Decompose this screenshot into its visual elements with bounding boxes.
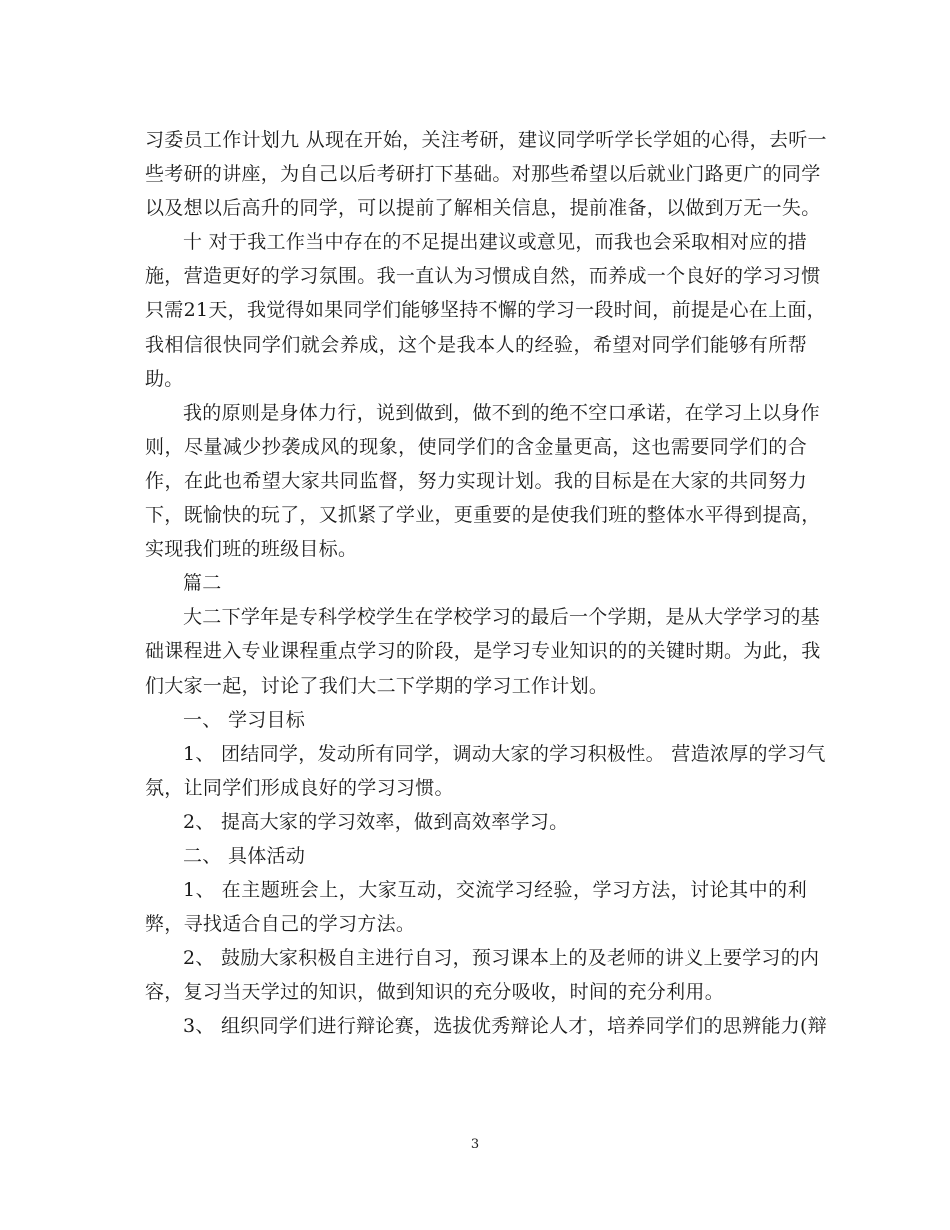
- text-line: 作，在此也希望大家共同监督，努力实现计划。我的目标是在大家的共同努力: [145, 469, 807, 492]
- text-line: 础课程进入专业课程重点学习的阶段，是学习专业知识的的关键时期。为此，我: [145, 640, 821, 663]
- text-line: 助。: [145, 367, 184, 390]
- text-line: 1、 在主题班会上，大家互动，交流学习经验，学习方法，讨论其中的利: [183, 879, 807, 902]
- text-line: 弊，寻找适合自己的学习方法。: [145, 913, 416, 936]
- text-line: 些考研的讲座，为自己以后考研打下基础。对那些希望以后就业门路更广的同学: [145, 163, 821, 186]
- text-line: 十 对于我工作当中存在的不足提出建议或意见，而我也会采取相对应的措: [183, 231, 807, 254]
- text-line: 3、 组织同学们进行辩论赛，选拔优秀辩论人才，培养同学们的思辨能力(辩: [183, 1015, 828, 1038]
- text-line: 施，营造更好的学习氛围。我一直认为习惯成自然，而养成一个良好的学习习惯: [145, 265, 821, 288]
- text-line: 习委员工作计划九 从现在开始，关注考研，建议同学听学长学姐的心得，去听一: [145, 129, 827, 151]
- text-line: 容，复习当天学过的知识，做到知识的充分吸收，时间的充分利用。: [145, 981, 725, 1004]
- document-body: [145, 123, 828, 1044]
- text-line: 只需21天，我觉得如果同学们能够坚持不懈的学习一段时间，前提是心在上面，: [145, 299, 826, 322]
- text-line: 们大家一起，讨论了我们大二下学期的学习工作计划。: [145, 674, 609, 697]
- text-line: 氛，让同学们形成良好的学习习惯。: [145, 776, 454, 799]
- section-heading: 二、 具体活动: [183, 844, 306, 867]
- page-number: 3: [470, 1137, 480, 1152]
- text-line: 实现我们班的班级目标。: [145, 538, 358, 561]
- text-line: 大二下学年是专科学校学生在学校学习的最后一个学期，是从大学学习的基: [183, 606, 820, 629]
- text-line: 我相信很快同学们就会养成，这个是我本人的经验，希望对同学们能够有所帮: [145, 333, 807, 356]
- text-line: 我的原则是身体力行，说到做到，做不到的绝不空口承诺，在学习上以身作: [183, 401, 820, 424]
- text-line: 下，既愉快的玩了，又抓紧了学业，更重要的是使我们班的整体水平得到提高，: [145, 504, 821, 527]
- section-heading: 篇二: [183, 572, 222, 595]
- text-line: 以及想以后高升的同学，可以提前了解相关信息，提前准备，以做到万无一失。: [145, 197, 821, 220]
- text-line: 则，尽量减少抄袭成风的现象，使同学们的含金量更高，这也需要同学们的合: [145, 435, 807, 458]
- section-heading: 一、 学习目标: [183, 708, 306, 731]
- text-line: 2、 鼓励大家积极自主进行自习，预习课本上的及老师的讲义上要学习的内: [183, 947, 820, 970]
- text-line: 2、 提高大家的学习效率，做到高效率学习。: [183, 810, 569, 833]
- text-line: 1、 团结同学，发动所有同学，调动大家的学习积极性。 营造浓厚的学习气: [183, 742, 826, 765]
